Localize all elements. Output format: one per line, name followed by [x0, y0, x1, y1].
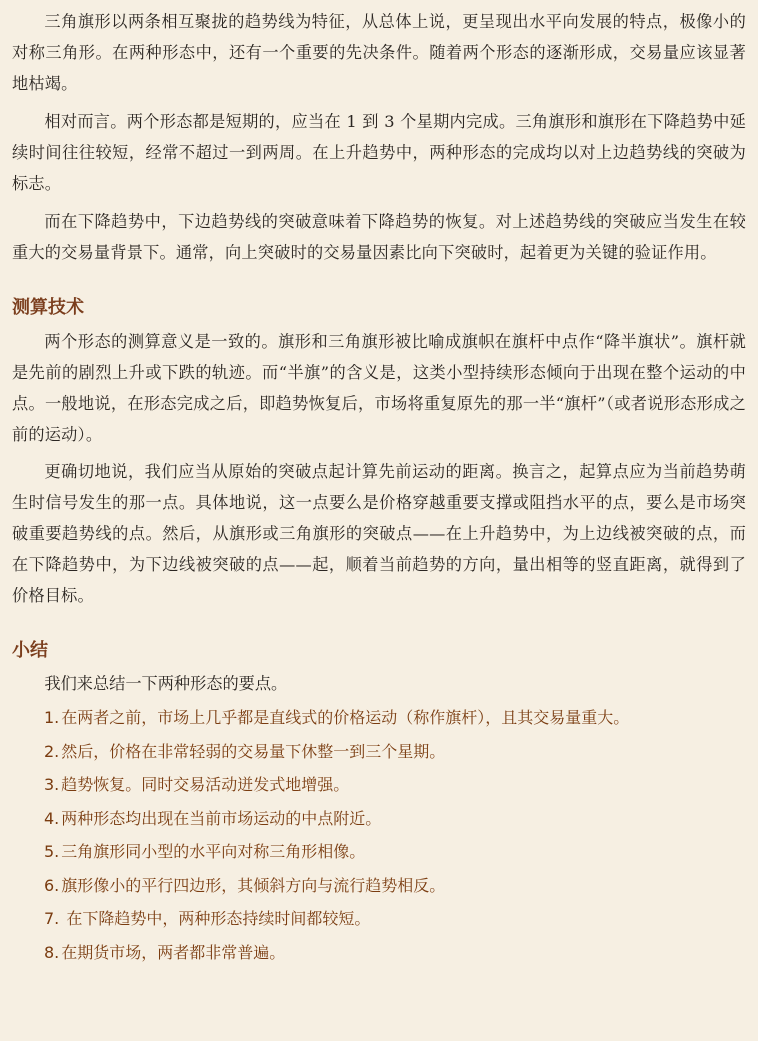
summary-item-number: 4.	[44, 808, 60, 828]
summary-item-number: 2.	[44, 741, 60, 761]
summary-list	[12, 701, 746, 969]
summary-item-4	[12, 802, 746, 836]
summary-item-text: 然后，价格在非常轻弱的交易量下休整一到三个星期。	[61, 741, 446, 761]
intro-paragraph-1: 三角旗形以两条相互聚拢的趋势线为特征，从总体上说，更呈现出水平向发展的特点，极像小的对称三角形。在两种形态中，还有一个重要的先决条件。随着两个形态的逐渐形成，交易量应该显著地枯竭。	[12, 12, 746, 93]
summary-item-3	[12, 768, 746, 802]
measurement-paragraph-1: 两个形态的测算意义是一致的。旗形和三角旗形被比喻成旗帜在旗杆中点作“降半旗状”。旗杆就是先前的剧烈上升或下跌的轨迹。而“半旗”的含义是，这类小型持续形态倾向于出现在整个运动的中点。一般地说，在形态完成之后，即趋势恢复后，市场将重复原先的那一半“旗杆”（或者说形态形成之前的运动）。	[12, 332, 746, 444]
summary-section	[12, 637, 746, 969]
summary-item-number: 5.	[44, 842, 60, 861]
intro-paragraph-2: 相对而言。两个形态都是短期的，应当在 1 到 3 个星期内完成。三角旗形和旗形在下降趋势中延续时间往往较短，经常不超过一到两周。在上升趋势中，两种形态的完成均以对上边趋势线的突破为标志。	[12, 112, 746, 193]
summary-item-1	[12, 701, 746, 735]
summary-item-text: 旗形像小的平行四边形，其倾斜方向与流行趋势相反。	[61, 875, 446, 895]
summary-item-8	[12, 936, 746, 970]
measurement-paragraph-2: 更确切地说，我们应当从原始的突破点起计算先前运动的距离。换言之，起算点应为当前趋势萌生时信号发生的那一点。具体地说，这一点要么是价格穿越重要支撑或阻挡水平的点，要么是市场突破重要趋势线的点。然后，从旗形或三角旗形的突破点——在上升趋势中，为上边线被突破的点，而在下降趋势中，为下边线被突破的点——起，顺着当前趋势的方向，量出相等的竖直距离，就得到了价格目标。	[12, 462, 746, 605]
summary-item-5	[12, 835, 746, 869]
summary-lead-text: 我们来总结一下两种形态的要点。	[44, 674, 288, 693]
summary-item-7	[12, 902, 746, 936]
summary-item-text: 在下降趋势中，两种形态持续时间都较短。	[61, 909, 371, 928]
summary-item-text: 趋势恢复。同时交易活动迸发式地增强。	[61, 775, 350, 794]
measurement-section	[12, 294, 746, 611]
summary-item-text: 三角旗形同小型的水平向对称三角形相像。	[61, 842, 366, 861]
summary-item-text: 在两者之前，市场上几乎都是直线式的价格运动（称作旗杆），且其交易量重大。	[61, 708, 630, 727]
summary-item-text: 在期货市场，两者都非常普遍。	[61, 942, 286, 962]
summary-item-6	[12, 869, 746, 903]
summary-item-number: 1.	[44, 708, 60, 727]
intro-paragraph-3: 而在下降趋势中，下边趋势线的突破意味着下降趋势的恢复。对上述趋势线的突破应当发生在较重大的交易量背景下。通常，向上突破时的交易量因素比向下突破时，起着更为关键的验证作用。	[12, 212, 746, 262]
summary-item-number: 6.	[44, 875, 60, 895]
summary-heading: 小结	[12, 640, 48, 661]
measurement-heading: 测算技术	[12, 297, 84, 318]
summary-item-2	[12, 735, 746, 769]
summary-item-text: 两种形态均出现在当前市场运动的中点附近。	[61, 808, 382, 828]
intro-section	[12, 6, 746, 268]
summary-item-number: 3.	[44, 775, 60, 794]
summary-item-number: 7.	[44, 909, 60, 928]
summary-item-number: 8.	[44, 942, 60, 962]
